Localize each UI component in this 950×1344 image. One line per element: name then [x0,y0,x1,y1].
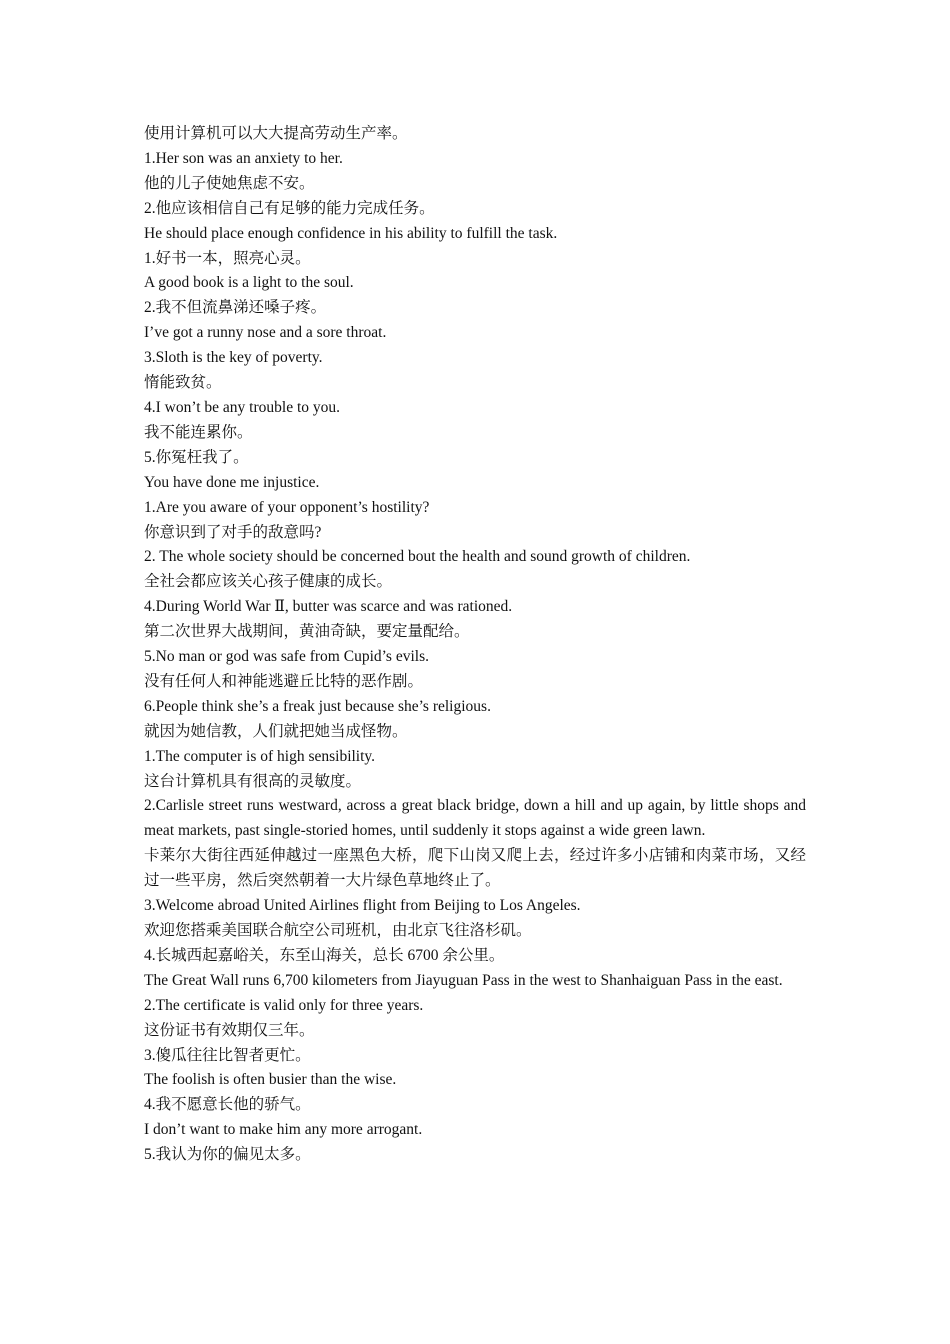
text-line: The foolish is often busier than the wise. [144,1071,397,1089]
text-line: 4.长城西起嘉峪关，东至山海关，总长 6700 余公里。 [144,946,505,964]
text-line: 1.The computer is of high sensibility. [144,747,376,765]
text-line: 使用计算机可以大大提高劳动生产率。 [144,125,408,142]
text-line: 6.People think she’s a freak just because she’s religious. [144,697,491,715]
text-paragraph: 2.Carlisle street runs westward, across a great black bridge, down a hill and up again, by little shops and meat markets, past single-storied homes, until suddenly it stops against a wide green lawn. [144,797,806,840]
text-line: 2.我不但流鼻涕还嗓子疼。 [144,299,327,317]
text-line: He should place enough confidence in his ability to fulfill the task. [144,224,558,242]
text-line: 5.你冤枉我了。 [144,448,249,466]
text-line: 3.Sloth is the key of poverty. [144,349,323,367]
text-line: 第二次世界大战期间，黄油奇缺，要定量配给。 [144,623,470,641]
text-line: 没有任何人和神能逃避丘比特的恶作剧。 [144,672,424,690]
text-line: 5.我认为你的偏见太多。 [144,1146,311,1164]
text-line: 3.Welcome abroad United Airlines flight from Beijing to Los Angeles. [144,897,581,915]
text-line: 3.傻瓜往往比智者更忙。 [144,1046,311,1064]
text-line: 我不能连累你。 [144,423,253,441]
text-line: 4.I won’t be any trouble to you. [144,398,341,416]
text-line: I’ve got a runny nose and a sore throat. [144,324,387,342]
text-paragraph: 卡莱尔大街往西延伸越过一座黑色大桥，爬下山岗又爬上去，经过许多小店铺和肉菜市场，又经过一些平房，然后突然朝着一大片绿色草地终止了。 [144,847,806,890]
text-line: A good book is a light to the soul. [144,274,354,292]
text-line: 这台计算机具有很高的灵敏度。 [144,772,362,790]
text-line: 2.他应该相信自己有足够的能力完成任务。 [144,199,435,217]
text-paragraph: The Great Wall runs 6,700 kilometers from Jiayuguan Pass in the west to Shanhaiguan Pass in the east. [144,971,783,989]
text-line: 4.During World War Ⅱ, butter was scarce and was rationed. [144,598,513,616]
text-line: 1.好书一本，照亮心灵。 [144,249,311,267]
document-body [144,122,806,1168]
text-line: 2.The certificate is valid only for three years. [144,996,424,1014]
text-line: 惰能致贫。 [144,374,222,392]
text-line: 5.No man or god was safe from Cupid’s evils. [144,648,429,666]
text-line: I don’t want to make him any more arrogant. [144,1121,423,1139]
text-line: 欢迎您搭乘美国联合航空公司班机，由北京飞往洛杉矶。 [144,922,532,939]
text-line: 这份证书有效期仅三年。 [144,1021,315,1039]
text-line: 你意识到了对手的敌意吗? [144,523,322,541]
text-line: 就因为她信教，人们就把她当成怪物。 [144,722,408,740]
text-line: You have done me injustice. [144,473,320,491]
text-line: 1.Her son was an anxiety to her. [144,149,343,167]
text-line: 2. The whole society should be concerned bout the health and sound growth of children. [144,548,691,566]
text-line: 1.Are you aware of your opponent’s hostility? [144,498,430,516]
text-line: 4.我不愿意长他的骄气。 [144,1096,311,1114]
text-line: 全社会都应该关心孩子健康的成长。 [144,573,393,591]
text-line: 他的儿子使她焦虑不安。 [144,174,315,192]
